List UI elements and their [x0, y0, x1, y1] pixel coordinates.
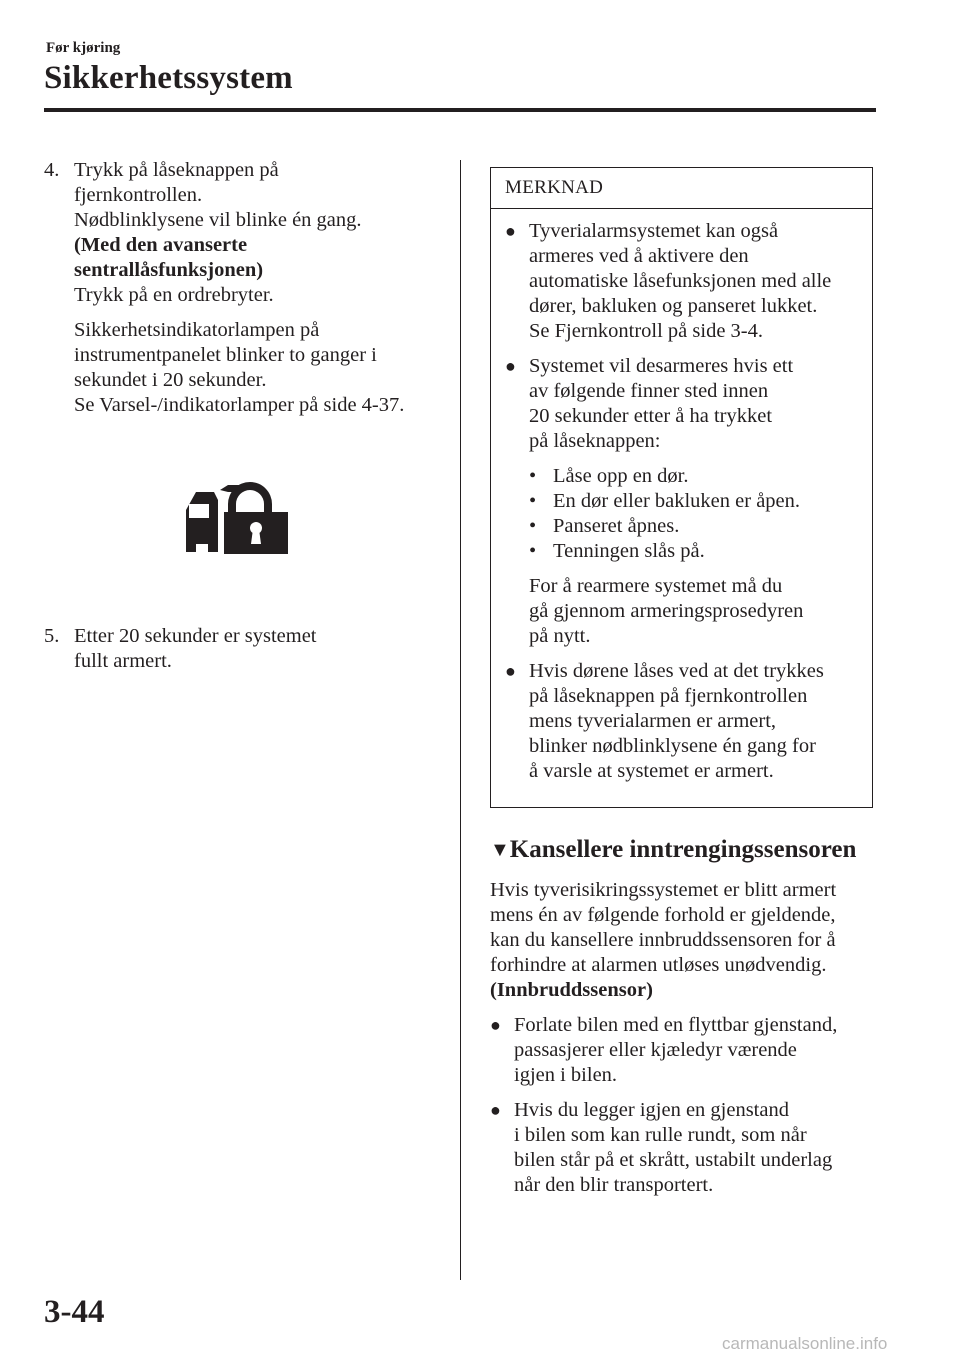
text-line: Hvis tyverisikringssystemet er blitt armert [490, 879, 837, 901]
bullet-item [490, 1098, 876, 1198]
text-line: bilen står på et skrått, ustabilt underlag [514, 1149, 833, 1171]
text-line: Nødblinklysene vil blinke én gang. [74, 209, 362, 231]
page-title: Sikkerhetssystem [44, 60, 293, 96]
text-line: instrumentpanelet blinker to ganger i [74, 344, 377, 366]
text-line: Systemet vil desarmeres hvis ett [529, 355, 794, 377]
bold-line: sentrallåsfunksjonen) [74, 259, 264, 281]
text-line: blinker nødblinklysene én gang for [529, 735, 816, 757]
car-lock-icon [184, 482, 290, 554]
text-line: når den blir transportert. [514, 1174, 714, 1196]
text-line: gå gjennom armeringsprosedyren [529, 600, 804, 622]
text-line: Forlate bilen med en flyttbar gjenstand, [514, 1014, 838, 1036]
step-5 [44, 624, 444, 674]
text-line: på nytt. [529, 625, 591, 647]
text-line: fullt armert. [74, 650, 172, 672]
text-line: i bilen som kan rulle rundt, som når [514, 1124, 807, 1146]
step-4 [44, 158, 444, 418]
column-divider [460, 160, 461, 1280]
text-line: armeres ved å aktivere den [529, 245, 749, 267]
step-number: 5. [44, 625, 60, 647]
sub-list [529, 464, 860, 564]
text-line: å varsle at systemet er armert. [529, 760, 774, 782]
text-line: forhindre at alarmen utløses unødvendig. [490, 954, 827, 976]
bullet-dot-icon: ● [505, 221, 516, 241]
bullet-item [490, 1013, 876, 1088]
text-line: passasjerer eller kjæledyr værende [514, 1039, 797, 1061]
text-line: Etter 20 sekunder er systemet [74, 625, 317, 647]
page-number: 3-44 [44, 1294, 105, 1330]
text-line: fjernkontrollen. [74, 184, 203, 206]
text-line: Hvis dørene låses ved at det trykkes [529, 660, 824, 682]
bullet-dot-icon: ● [505, 661, 516, 681]
bullet-dot-icon: ● [505, 356, 516, 376]
note-heading: MERKNAD [491, 168, 872, 209]
text-line: Sikkerhetsindikatorlampen på [74, 319, 320, 341]
text-line: mens én av følgende forhold er gjeldende, [490, 904, 836, 926]
cancel-section [490, 878, 876, 1198]
text-line: på låseknappen på fjernkontrollen [529, 685, 808, 707]
text-line: av følgende finner sted innen [529, 380, 769, 402]
list-item: • Låse opp en dør. [529, 465, 689, 487]
text-line: igjen i bilen. [514, 1064, 618, 1086]
list-item: • En dør eller bakluken er åpen. [529, 490, 801, 512]
note-bullet [505, 659, 860, 784]
text-line: sekundet i 20 sekunder. [74, 369, 267, 391]
heading-text: Kansellere inntrengingssensoren [509, 836, 857, 863]
note-box [490, 167, 873, 808]
bold-line: (Med den avanserte [74, 234, 248, 256]
section-label: Før kjøring [46, 40, 121, 56]
list-item: • Panseret åpnes. [529, 515, 680, 537]
text-line: Tyverialarmsystemet kan også [529, 220, 779, 242]
cross-reference: Se Varsel-/indikatorlamper på side 4-37. [74, 394, 405, 416]
text-line: dører, bakluken og panseret lukket. [529, 295, 818, 317]
text-line: Trykk på låseknappen på [74, 159, 279, 181]
text-line: på låseknappen: [529, 430, 661, 452]
bullet-dot-icon: ● [490, 1015, 501, 1035]
header-rule [44, 108, 876, 112]
text-line: For å rearmere systemet må du [529, 575, 783, 597]
step-number: 4. [44, 159, 60, 181]
note-bullet [505, 219, 860, 344]
section-heading [490, 836, 856, 864]
text-line: automatiske låsefunksjonen med alle [529, 270, 832, 292]
text-line: Trykk på en ordrebryter. [74, 284, 274, 306]
text-line: 20 sekunder etter å ha trykket [529, 405, 773, 427]
bullet-dot-icon: ● [490, 1100, 501, 1120]
cross-reference: Se Fjernkontroll på side 3-4. [529, 320, 764, 342]
note-bullet [505, 354, 860, 649]
text-line: mens tyverialarmen er armert, [529, 710, 777, 732]
bold-line: (Innbruddssensor) [490, 979, 653, 1001]
text-line: kan du kansellere innbruddssensoren for å [490, 929, 836, 951]
watermark: carmanualsonline.info [722, 1334, 888, 1353]
triangle-down-icon: ▼ [490, 839, 510, 861]
text-line: Hvis du legger igjen en gjenstand [514, 1099, 789, 1121]
list-item: • Tenningen slås på. [529, 540, 705, 562]
